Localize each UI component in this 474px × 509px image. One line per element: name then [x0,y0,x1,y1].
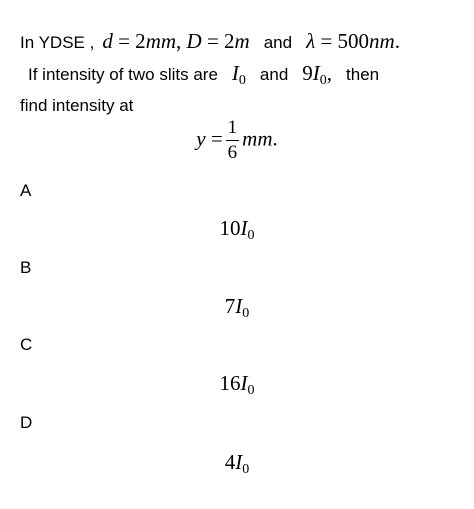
option-d-subscript: 0 [242,462,250,477]
math-9I0: $9I_0$, [302,61,333,88]
option-c-subscript: 0 [247,383,255,398]
math-d-D: d = 2mm, D = 2m [102,29,250,53]
option-a-label[interactable]: A [20,181,32,200]
option-b-symbol: I [235,294,243,318]
question-text-and-2: and [259,65,289,84]
fraction-numerator: 1 [226,118,240,141]
option-c-coef: 16 [219,371,241,395]
option-a-value[interactable] [0,216,474,241]
question-text-and-1: and [263,33,293,52]
option-a-subscript: 0 [247,228,255,243]
option-c-symbol: I [240,371,248,395]
question-line-3: find intensity at [20,96,134,115]
option-a-symbol: I [240,216,248,240]
question-text-intensity: If intensity of two slits are [28,65,218,84]
question-text-ydse: In YDSE , [20,33,95,52]
question-line-2 [20,58,460,90]
option-d-value[interactable] [0,450,474,475]
fraction-denominator: 6 [227,142,238,163]
question-text-then: then [346,65,380,84]
option-c-value[interactable] [0,371,474,396]
option-d-label[interactable]: D [20,413,33,432]
option-b-label[interactable]: B [20,258,32,277]
question-text [20,26,460,121]
fraction-one-sixth [226,118,240,163]
question-line-1 [20,26,460,58]
math-I0: $I_0$ [231,61,246,88]
option-b-coef: 7 [224,294,236,318]
option-c-label[interactable]: C [20,335,33,354]
math-lambda: λ = 500nm. [306,29,400,53]
option-b-value[interactable] [0,294,474,319]
option-a-coef: 10 [219,216,241,240]
option-b-subscript: 0 [242,306,250,321]
option-d-coef: 4 [224,450,236,474]
option-d-symbol: I [235,450,243,474]
display-equation: y = $\frac{1}{6}$ mm. [196,117,278,163]
